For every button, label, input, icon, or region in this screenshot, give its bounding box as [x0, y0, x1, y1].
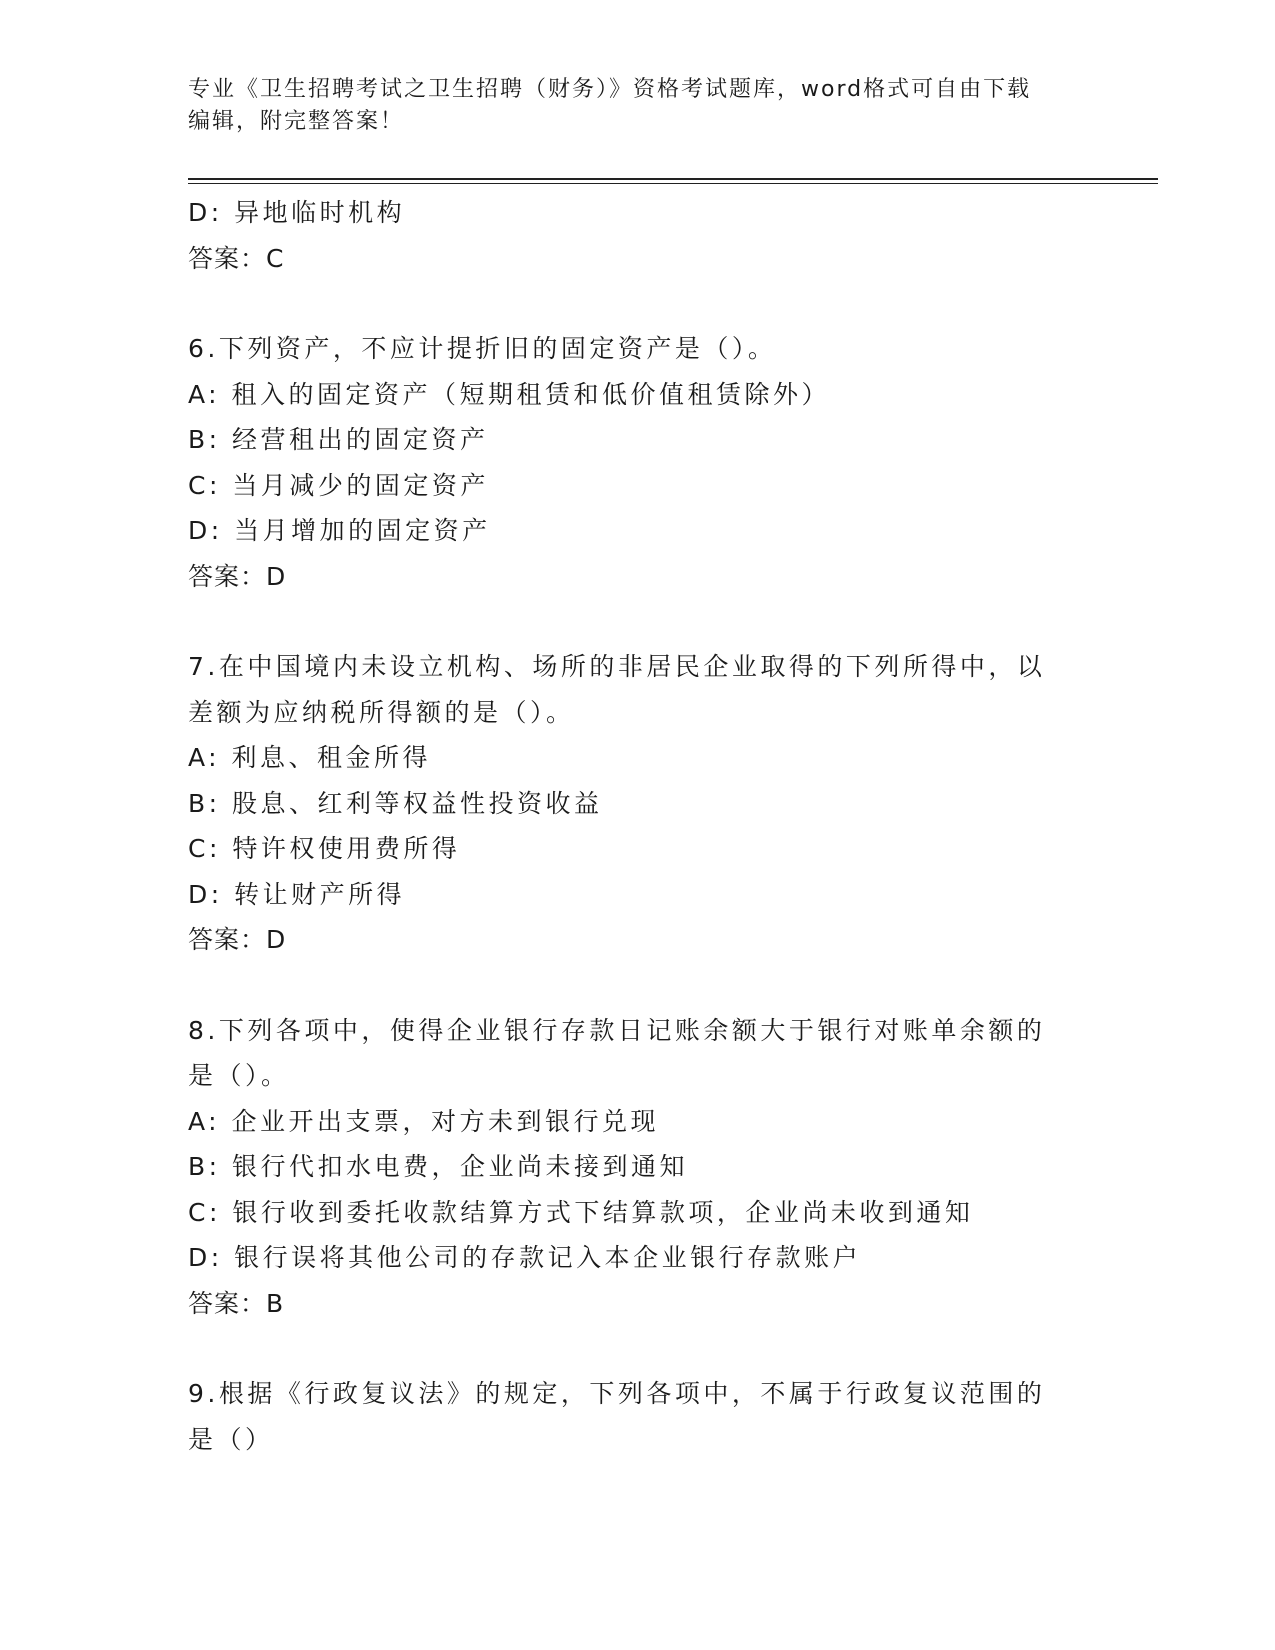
block-spacer	[188, 599, 1088, 644]
answer-option: A: 租入的固定资产（短期租赁和低价值租赁除外）	[188, 379, 831, 409]
question-text: 9.根据《行政复议法》的规定，下列各项中，不属于行政复议范围的	[188, 1379, 1046, 1408]
answer-option: C: 特许权使用费所得	[188, 834, 461, 863]
question-block	[188, 190, 1088, 281]
answer-option: A: 企业开出支票，对方未到银行兑现	[188, 1106, 660, 1136]
header-line-2: 编辑，附完整答案！	[188, 109, 405, 134]
answer-option: C: 当月减少的固定资产	[188, 470, 489, 500]
block-spacer	[188, 1326, 1088, 1371]
question-text: 差额为应纳税所得额的是（）。	[188, 697, 575, 727]
question-block	[188, 1371, 1088, 1462]
question-text: 8.下列各项中，使得企业银行存款日记账余额大于银行对账单余额的	[188, 1015, 1046, 1045]
answer-option: B: 股息、红利等权益性投资收益	[188, 788, 603, 818]
answer-option: D: 异地临时机构	[188, 198, 406, 227]
answer-option: C: 银行收到委托收款结算方式下结算款项，企业尚未收到通知	[188, 1197, 974, 1227]
answer-option: D: 银行误将其他公司的存款记入本企业银行存款账户	[188, 1243, 862, 1272]
question-text: 是（）。	[188, 1061, 290, 1090]
answer-key: 答案：D	[188, 925, 287, 954]
question-block	[188, 1008, 1088, 1327]
answer-key: 答案：D	[188, 561, 287, 591]
question-text: 6.下列资产，不应计提折旧的固定资产是（）。	[188, 334, 777, 363]
question-text: 是（）	[188, 1424, 274, 1454]
question-list	[188, 190, 1088, 1462]
block-spacer	[188, 281, 1088, 326]
answer-key: 答案：B	[188, 1288, 285, 1318]
answer-option: D: 转让财产所得	[188, 879, 406, 909]
header-line-1: 专业《卫生招聘考试之卫生招聘（财务）》资格考试题库，word格式可自由下载	[188, 77, 1032, 102]
header-divider	[188, 178, 1158, 184]
question-block	[188, 644, 1088, 963]
question-block	[188, 326, 1088, 599]
answer-option: D: 当月增加的固定资产	[188, 516, 491, 545]
answer-option: B: 经营租出的固定资产	[188, 425, 489, 454]
document-header	[188, 74, 1088, 138]
block-spacer	[188, 963, 1088, 1008]
answer-key: 答案：C	[188, 243, 285, 273]
question-text: 7.在中国境内未设立机构、场所的非居民企业取得的下列所得中，以	[188, 652, 1046, 681]
answer-option: A: 利息、租金所得	[188, 743, 432, 772]
answer-option: B: 银行代扣水电费，企业尚未接到通知	[188, 1152, 689, 1181]
